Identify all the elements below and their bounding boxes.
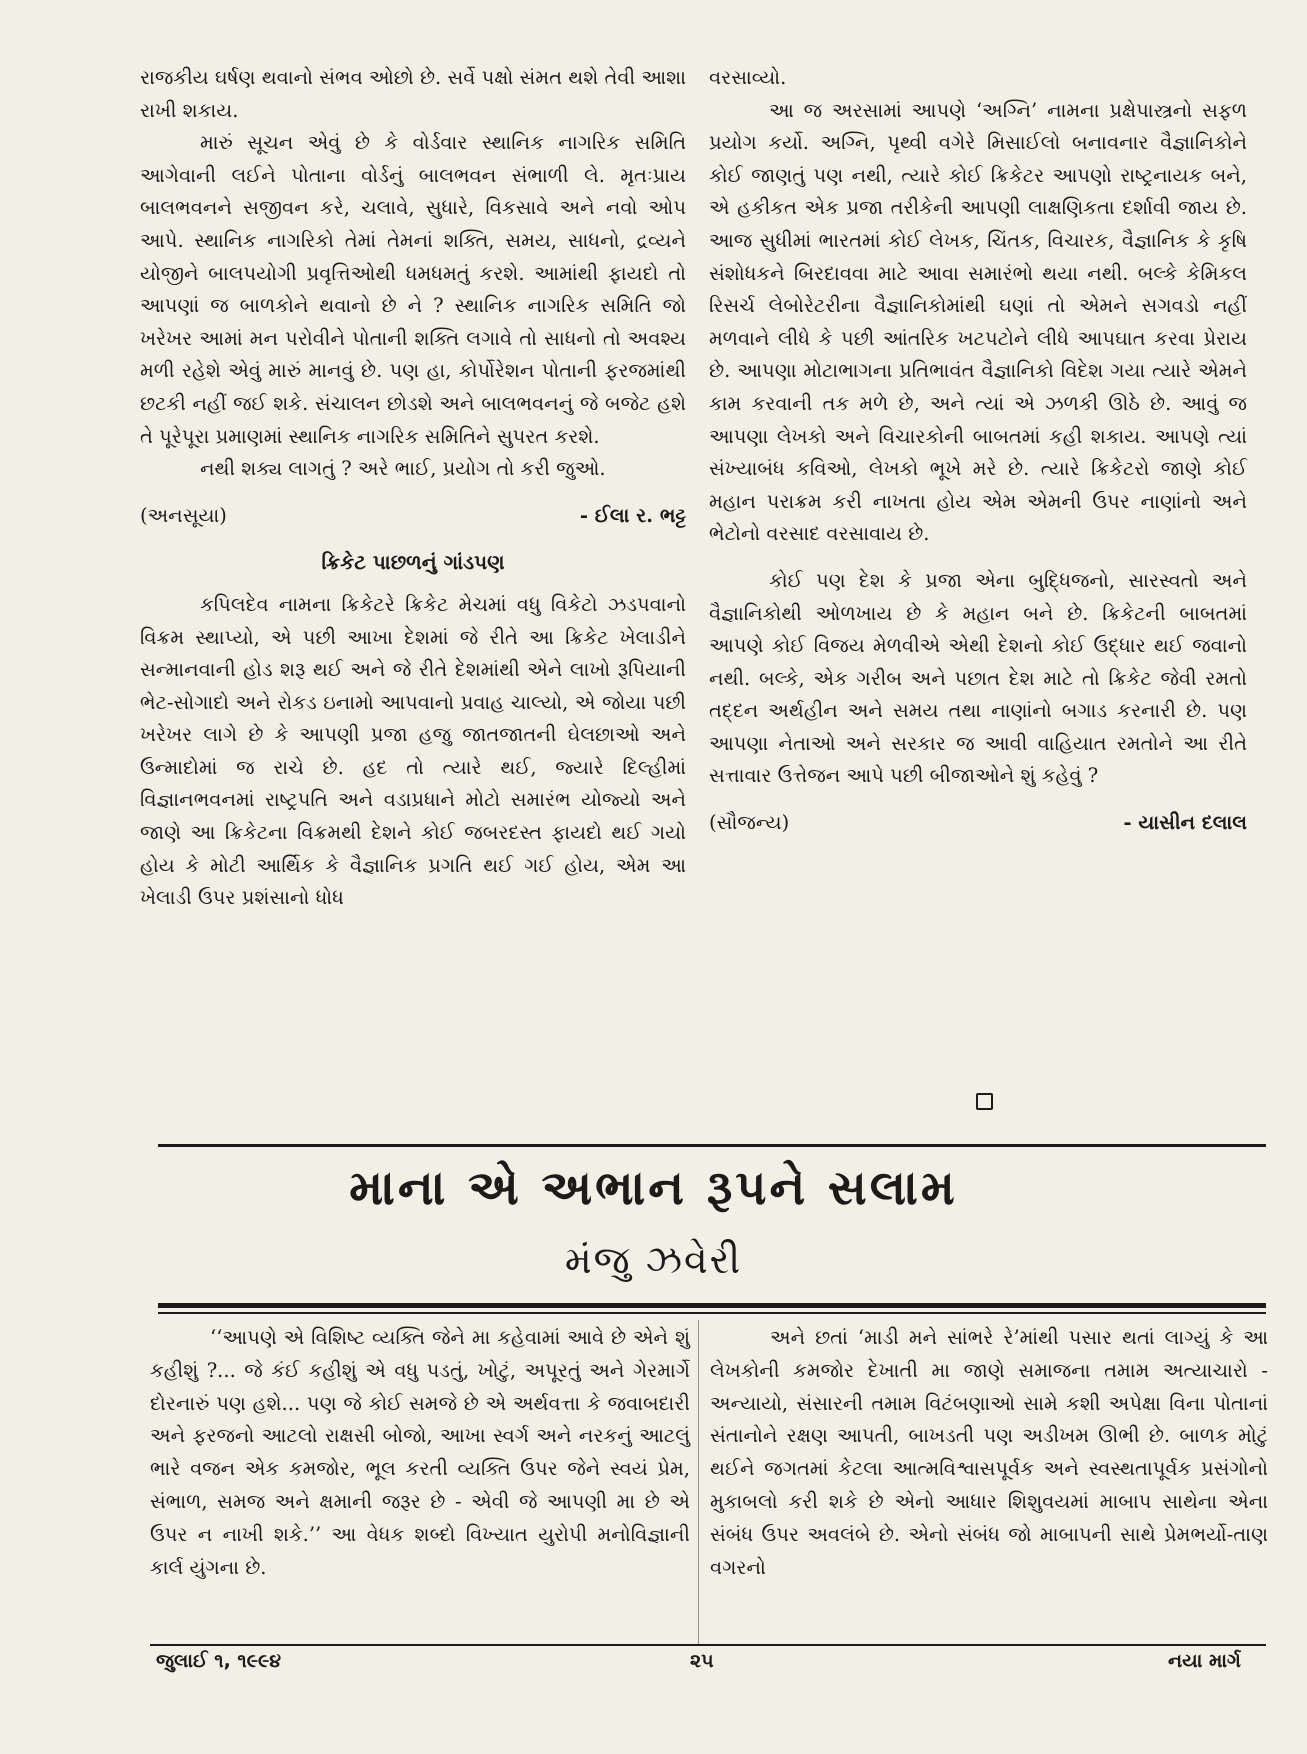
article-author: મંજુ ઝવેરી [564,1238,743,1282]
end-of-article-mark [976,1093,993,1110]
paragraph: નથી શક્ય લાગતું ? અરે ભાઈ, પ્રયોગ તો કરી જુઓ. [200,457,606,481]
footer-date: જુલાઈ ૧, ૧૯૯૪ [156,1650,282,1672]
section-divider [158,1144,1266,1147]
magazine-name: નયા માર્ગ [1168,1650,1241,1672]
page-number: ૨૫ [690,1650,714,1672]
column-divider [698,1320,699,1645]
author-signature: - યાસીન દલાલ [1123,811,1247,835]
author-signature: - ઈલા ર. ભટ્ટ [579,503,686,527]
section-subheading: ક્રિકેટ પાછળનું ગાંડપણ [321,550,505,575]
paragraph: કપિલદેવ નામના ક્રિકેટરે ક્રિકેટ મેચમાં વધુ વિકેટો ઝડપવાનો વિક્રમ સ્થાપ્યો, એ પછી આખા દેશમાં જે રીતે આ ક્રિકેટ ખેલાડીને સન્માનવાની હોડ શરૂ થઈ અને જે રીતે દેશમાંથી એને લાખો રૂપિયાની ભેટ-સોગાદો અને રોકડ ઇનામો આપવાનો પ્રવાહ ચાલ્યો, એ જોયા પછી ખરેખર લાગે છે કે આપણી પ્રજા હજુ જાતજાતની ઘેલછાઓ અને ઉન્માદોમાં જ રાચે છે. હદ તો ત્યારે થઈ, જ્યારે દિલ્હીમાં વિજ્ઞાનભવનમાં રાષ્ટ્રપતિ અને વડાપ્રધાને મોટો સમારંભ યોજ્યો અને જાણે આ ક્રિકેટના વિક્રમથી દેશને કોઈ જબરદસ્ત ફાયદો થઈ ગયો હોય કે મોટી આર્થિક કે વૈજ્ઞાનિક પ્રગતિ થઈ ગઈ હોય, એમ આ ખેલાડી ઉપર પ્રશંસાનો ધોધ [140,592,686,910]
signature-row [709,807,1247,840]
title-rule-thin [158,1312,1266,1314]
paragraph: રાજકીય ઘર્ષણ થવાનો સંભવ ઓછો છે. સર્વે પક્ષો સંમત થશે તેવી આશા રાખી શકાય. [140,66,686,122]
paragraph: આ જ અરસામાં આપણે ‘અગ્નિ’ નામના પ્રક્ષેપાસ્ત્રનો સફળ પ્રયોગ કર્યો. અગ્નિ, પૃથ્વી વગેરે મિસાઈલો બનાવનાર વૈજ્ઞાનિકોને કોઈ જાણતું પણ નથી, ત્યારે કોઈ ક્રિકેટર આપણો રાષ્ટ્રનાયક બને, એ હકીકત એક પ્રજા તરીકેની આપણી લાક્ષણિકતા દર્શાવી જાય છે. આજ સુધીમાં ભારતમાં કોઈ લેખક, ચિંતક, વિચારક, વૈજ્ઞાનિક કે કૃષિ સંશોધકને બિરદાવવા માટે આવા સમારંભો થયા નથી. બલ્કે કેમિકલ રિસર્ચ લેબોરેટરીના વૈજ્ઞાનિકોમાંથી ઘણાં તો એમને સગવડો નહીં મળવાને લીધે કે પછી આંતરિક ખટપટોને લીધે આપઘાત કરવા પ્રેરાય છે. આપણા મોટાભાગના પ્રતિભાવંત વૈજ્ઞાનિકો વિદેશ ગયા ત્યારે એમને કામ કરવાની તક મળે છે, અને ત્યાં એ ઝળકી ઊઠે છે. આવું જ આપણા લેખકો અને વિચારકોની બાબતમાં કહી શકાય. આપણે ત્યાં સંખ્યાબંધ કવિઓ, લેખકો ભૂખે મરે છે. ત્યારે ક્રિકેટરો જાણે કોઈ મહાન પરાક્રમ કરી નાખતા હોય એમ એમની ઉપર નાણાંનો અને ભેટોનો વરસાદ વરસાવાય છે. [709,98,1247,546]
paragraph: વરસાવ્યો. [709,66,787,89]
paragraph: અને છતાં ‘માડી મને સાંભરે રે’માંથી પસાર થતાં લાગ્યું કે આ લેખકોની કમજોર દેખાતી મા જાણે સમાજના તમામ અત્યાચારો - અન્યાયો, સંસારની તમામ વિટંબણાઓ સામે કશી અપેક્ષા વિના પોતાનાં સંતાનોને રક્ષણ આપતી, બાખડતી પણ અડીખમ ઊભી છે. બાળક મોટું થઈને જગતમાં કેટલા આત્મવિશ્વાસપૂર્વક અને સ્વસ્થતાપૂર્વક પ્રસંગોનો મુકાબલો કરી શકે છે એનો આધાર શિશુવયમાં માબાપ સાથેના એના સંબંધ ઉપર અવલંબે છે. એનો સંબંધ જો માબાપની સાથે પ્રેમભર્યો-તાણ વગરનો [710,1326,1268,1579]
paragraph: ‘‘આપણે એ વિશિષ્ટ વ્યક્તિ જેને મા કહેવામાં આવે છે એને શું કહીશું ?... જે કંઈ કહીશું એ વધુ પડતું, ખોટું, અપૂરતું અને ગેરમાર્ગે દોરનારું પણ હશે... પણ જે કોઈ સમજે છે એ અર્થવત્તા કે જવાબદારી અને ફરજનો આટલો રાક્ષસી બોજો, આખા સ્વર્ગ અને નરકનું આટલું ભારે વજન એક કમજોર, ભૂલ કરતી વ્યક્તિ ઉપર જેને સ્વયં પ્રેમ, સંભાળ, સમજ અને ક્ષમાની જરૂર છે - એવી જે આપણી મા છે એ ઉપર ન નાખી શકે.’’ આ વેધક શબ્દો વિખ્યાત યુરોપી મનોવિજ્ઞાની કાર્લ યુંગના છે. [150,1326,690,1579]
article-title: માના એ અભાન રૂપને સલામ [349,1160,958,1216]
left-column-top [140,62,686,915]
source-label: (સૌજન્ય) [709,811,790,835]
right-column-top [709,62,1247,840]
paragraph: કોઈ પણ દેશ કે પ્રજા એના બુદ્ધિજનો, સારસ્વતો અને વૈજ્ઞાનિકોથી ઓળખાય છે કે મહાન બને છે. ક્રિકેટની બાબતમાં આપણે કોઈ વિજય મેળવીએ એથી દેશનો કોઈ ઉદ્ધાર થઈ જવાનો નથી. બલ્કે, એક ગરીબ અને પછાત દેશ માટે તો ક્રિકેટ જેવી રમતો તદ્દન અર્થહીન અને સમય તથા નાણાંનો બગાડ કરનારી છે. પણ આપણા નેતાઓ અને સરકાર જ આવી વાહિયાત રમતોને આ રીતે સત્તાવાર ઉત્તેજન આપે પછી બીજાઓને શું કહેવું ? [709,568,1247,788]
source-label: (અનસૂયા) [140,503,227,527]
title-rule-thick [158,1303,1266,1308]
left-column-bottom [150,1322,690,1584]
right-column-bottom [710,1322,1268,1584]
signature-row [140,500,686,533]
footer-rule [150,1644,1266,1646]
paragraph: મારું સૂચન એવું છે કે વોર્ડવાર સ્થાનિક નાગરિક સમિતિ આગેવાની લઈને પોતાના વોર્ડનું બાલભવન સંભાળી લે. મૃતઃપ્રાય બાલભવનને સજીવન કરે, ચલાવે, સુધારે, વિકસાવે અને નવો ઓપ આપે. સ્થાનિક નાગરિકો તેમાં તેમનાં શક્તિ, સમય, સાધનો, દ્રવ્યને યોજીને બાલપયોગી પ્રવૃત્તિઓથી ધમધમતું કરશે. આમાંથી ફાયદો તો આપણાં જ બાળકોને થવાનો છે ને ? સ્થાનિક નાગરિક સમિતિ જો ખરેખર આમાં મન પરોવીને પોતાની શક્તિ લગાવે તો સાધનો તો અવશ્ય મળી રહેશે એવું મારું માનવું છે. પણ હા, કોર્પોરેશન પોતાની ફરજમાંથી છટકી નહીં જઈ શકે. સંચાલન છોડશે અને બાલભવનનું જે બજેટ હશે તે પૂરેપૂરા પ્રમાણમાં સ્થાનિક નાગરિક સમિતિને સુપરત કરશે. [140,131,686,448]
